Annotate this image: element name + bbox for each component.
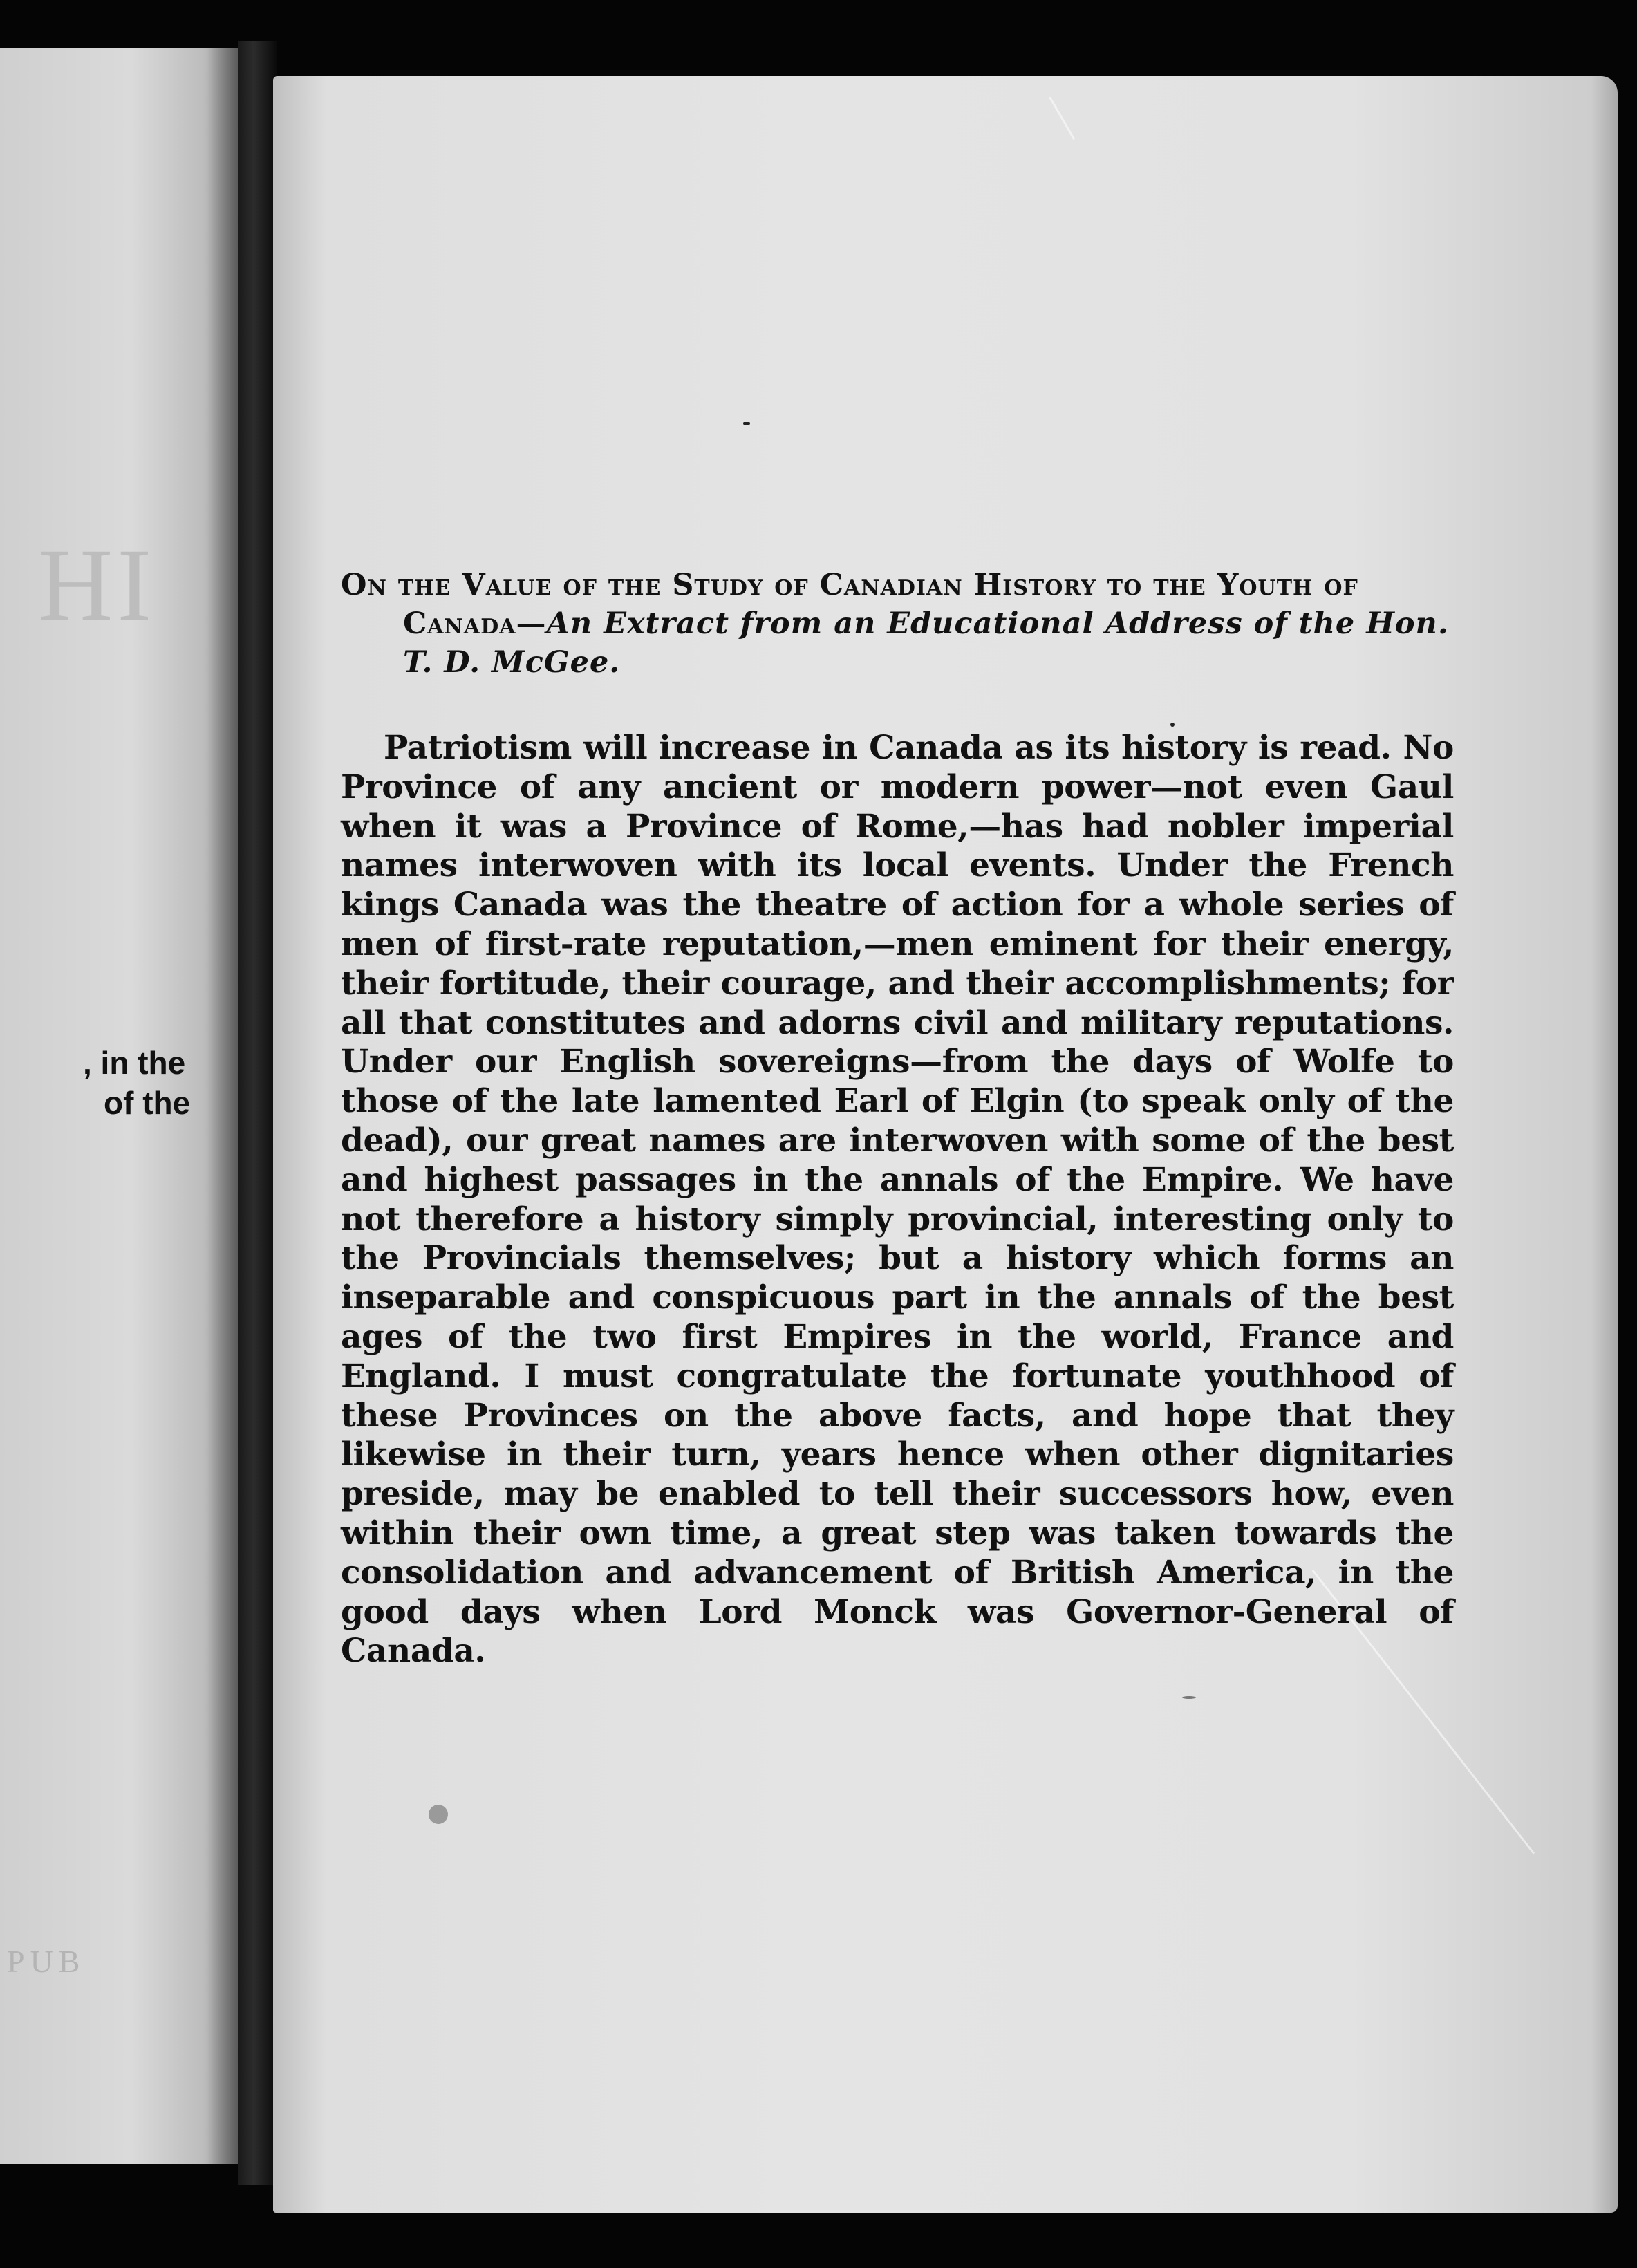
speck-4 (1182, 1696, 1196, 1699)
article-title-subtitle: An Extract from an Educational Address of the Hon. T. D. McGee. (403, 606, 1449, 680)
article-title (341, 566, 1454, 682)
article-title-dash: — (516, 606, 547, 641)
book-gutter (238, 41, 277, 2185)
article-title-main: On the Value of the Study of Canadian History to the Youth of Canada (341, 568, 1358, 641)
left-page-bleedthrough-imprint: PUB (7, 1944, 86, 1979)
left-page-bleedthrough-heading: HI (38, 528, 156, 642)
left-facing-page (0, 48, 238, 2164)
article (341, 566, 1454, 1671)
article-body: Patriotism will increase in Canada as its history is read. No Province of any ancient or modern power—not even Gaul when it was a Province of Rome,—has had nobler imperial names interwoven with its local events. Under the French kings Canada was the theatre of action for a whole series of men of first-rate reputation,—men eminent for their energy, their fortitude, their courage, and their accomplishments; for all that constitutes and adorns civil and military reputations. Under our English sovereigns—from the days of Wolfe to those of the late lamented Earl of Elgin (to speak only of the dead), our great names are interwoven with some of the best and highest passages in the annals of the Empire. We have not therefore a history simply provincial, interesting only to the Provincials themselves; but a history which forms an inseparable and conspicuous part in the annals of the best ages of the two first Empires in the world, France and England. I must congratulate the fortunate youthhood of these Provinces on the above facts, and hope that they likewise in their turn, years hence when other dignitaries preside, may be enabled to tell their successors how, even within their own time, a great step was taken towards the consolidation and advancement of British America, in the good days when Lord Monck was Governor-General of Canada. (341, 729, 1454, 1671)
left-page-text-fragment-2: of the (104, 1085, 191, 1121)
left-page-text-fragment-1: , in the (83, 1045, 186, 1081)
speck-1 (743, 422, 750, 425)
speck-2 (429, 1805, 448, 1824)
